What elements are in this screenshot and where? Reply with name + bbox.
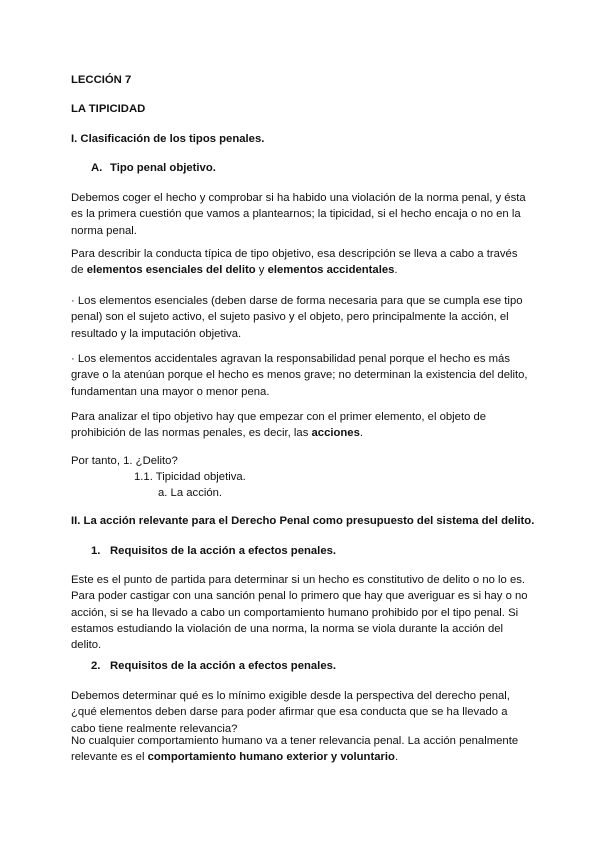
subsection-2-title: Requisitos de la acción a efectos penales.	[110, 660, 337, 672]
paragraph-essential-elements: · Los elementos esenciales (deben darse de forma necesaria para que se cumpla ese tipo penal) son el sujeto activo, el sujeto pasivo y el objeto, pero principalmente la acción, el resultado y la imputación objetiva.	[71, 295, 523, 340]
paragraph-minimum-requirements: Debemos determinar qué es lo mínimo exigible desde la perspectiva del derecho penal, ¿qué elementos deben darse para poder afirmar que esa conducta que se ha llevado a cabo tiene realmente relevancia?	[71, 690, 510, 735]
section-1-heading: I. Clasificación de los tipos penales.	[71, 133, 265, 145]
paragraph-description: Para describir la conducta típica de tipo objetivo, esa descripción se lleva a cabo a través de elementos esenciales del delito y elementos accidentales.	[71, 248, 518, 277]
subsection-1-number: 1.	[91, 545, 101, 557]
bold-actions: acciones	[311, 427, 360, 440]
paragraph-violation: Debemos coger el hecho y comprobar si ha habido una violación de la norma penal, y ésta es la primera cuestión que vamos a plantearnos; la tipicidad, si el hecho encaja o no en la norma penal.	[71, 192, 526, 237]
subsection-2-heading	[91, 658, 336, 674]
subsection-1-title: Requisitos de la acción a efectos penales.	[110, 545, 337, 557]
lesson-topic: LA TIPICIDAD	[71, 103, 146, 115]
paragraph-objective-type: Para analizar el tipo objetivo hay que empezar con el primer elemento, el objeto de prohibición de las normas penales, es decir, las acciones.	[71, 411, 487, 440]
bold-accidental-elements: elementos accidentales	[267, 264, 395, 277]
paragraph-accidental-elements: · Los elementos accidentales agravan la responsabilidad penal porque el hecho es más grave o la atenúan porque el hecho es menos grave; no determinan la existencia del delito, fundamentan una mayor o menor pena.	[71, 353, 528, 398]
outline-line-1: Por tanto, 1. ¿Delito?	[71, 455, 178, 467]
bold-human-behavior: comportamiento humano exterior y voluntario	[147, 751, 395, 764]
subsection-2-number: 2.	[91, 660, 101, 672]
subsection-a-number: A.	[91, 162, 103, 174]
paragraph-starting-point: Este es el punto de partida para determinar si un hecho es constitutivo de delito o no lo es. Para poder castigar con una sanción penal lo primero que hay que averiguar es si hay o no acción, si se ha llevado a cabo un comportamiento humano prohibido por el tipo penal. Si estamos estudiando la violación de una norma, la norma se viola durante la acción del delito.	[71, 574, 528, 652]
outline-line-2: 1.1. Tipicidad objetiva.	[134, 471, 246, 483]
subsection-a-title: Tipo penal objetivo.	[110, 162, 216, 174]
lesson-number: LECCIÓN 7	[71, 74, 132, 86]
outline-line-3: a. La acción.	[158, 487, 223, 499]
section-2-heading: II. La acción relevante para el Derecho Penal como presupuesto del sistema del delito.	[71, 515, 535, 527]
subsection-a-heading	[91, 160, 216, 176]
subsection-1-heading	[91, 543, 336, 559]
bold-essential-elements: elementos esenciales del delito	[86, 264, 256, 277]
paragraph-relevant-action: No cualquier comportamiento humano va a tener relevancia penal. La acción penalmente relevante es el comportamiento humano exterior y voluntario.	[71, 735, 519, 764]
